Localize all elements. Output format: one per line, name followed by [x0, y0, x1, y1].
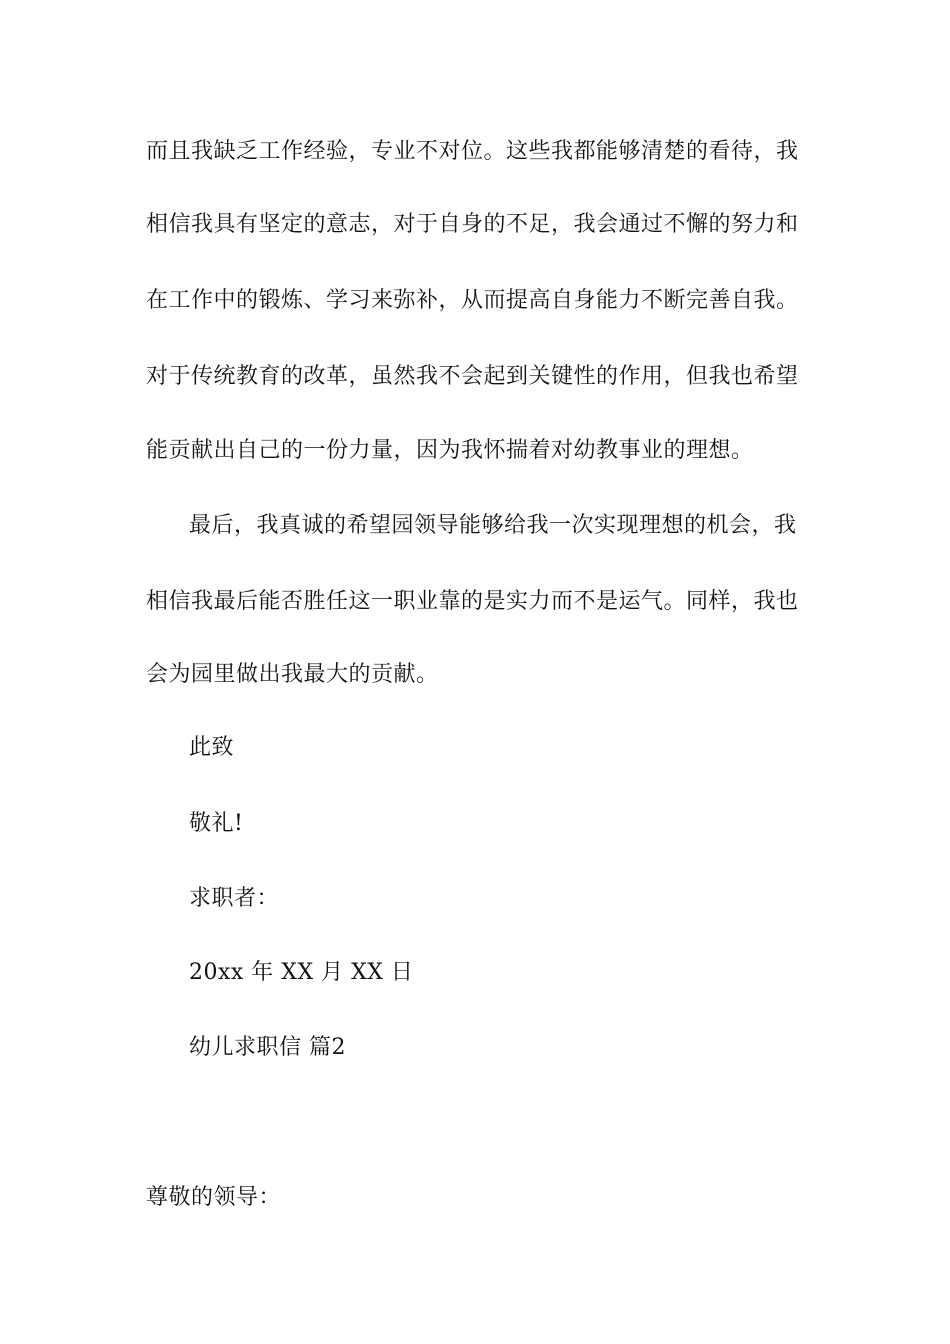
- paragraph-line: 最后，我真诚的希望园领导能够给我一次实现理想的机会，我: [189, 513, 797, 538]
- section-heading: 幼儿求职信 篇2: [189, 1035, 346, 1060]
- applicant-label: 求职者：: [189, 886, 280, 911]
- closing-salutation: 此致: [189, 735, 235, 760]
- greeting-line: 尊敬的领导：: [146, 1185, 282, 1210]
- paragraph-line: 能贡献出自己的一份力量，因为我怀揣着对幼教事业的理想。: [146, 438, 754, 463]
- paragraph-line: 在工作中的锻炼、学习来弥补，从而提高自身能力不断完善自我。: [146, 288, 799, 313]
- paragraph-line: 会为园里做出我最大的贡献。: [146, 662, 439, 687]
- closing-regards: 敬礼!: [189, 811, 244, 836]
- paragraph-line: 相信我具有坚定的意志，对于自身的不足，我会通过不懈的努力和: [146, 212, 799, 237]
- paragraph-line: 而且我缺乏工作经验，专业不对位。这些我都能够清楚的看待，我: [146, 139, 799, 164]
- date-line: 20xx 年 XX 月 XX 日: [189, 960, 414, 985]
- paragraph-line: 对于传统教育的改革，虽然我不会起到关键性的作用，但我也希望: [146, 364, 799, 389]
- paragraph-line: 相信我最后能否胜任这一职业靠的是实力而不是运气。同样，我也: [146, 589, 799, 614]
